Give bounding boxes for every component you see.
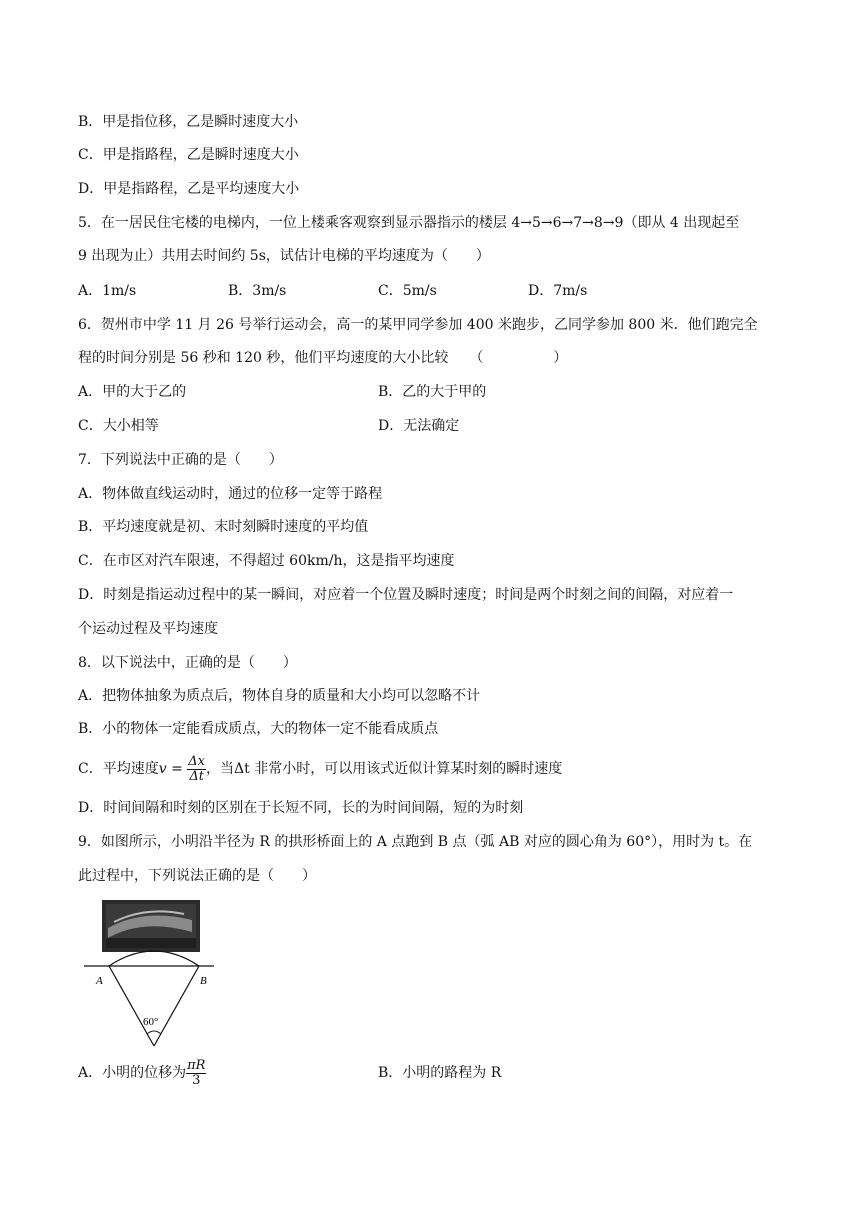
q7-option-b: B．平均速度就是初、末时刻瞬时速度的平均值 bbox=[78, 519, 369, 535]
delta-x-over-delta-t bbox=[187, 755, 206, 784]
q9-option-a-prefix: A．小明的位移为 bbox=[78, 1065, 187, 1081]
q6-stem-line2: 程的时间分别是 56 秒和 120 秒，他们平均速度的大小比较 （ ） bbox=[78, 350, 568, 366]
q5-stem-line1: 5．在一居民住宅楼的电梯内，一位上楼乘客观察到显示器指示的楼层 4→5→6→7→8→9（即从 4 出现起至 bbox=[78, 215, 740, 231]
q8-option-c-suffix: ，当Δt 非常小时，可以用该式近似计算某时刻的瞬时速度 bbox=[206, 761, 563, 777]
point-b-label: B bbox=[200, 975, 207, 987]
arch-bridge-diagram bbox=[84, 898, 214, 1063]
fraction-numerator: Δx bbox=[188, 753, 206, 769]
q4-option-d: D．甲是指路程，乙是平均速度大小 bbox=[78, 181, 300, 197]
q5-option-d: D．7m/s bbox=[528, 283, 588, 299]
q9-stem-line2: 此过程中，下列说法正确的是（ ） bbox=[78, 868, 316, 884]
q5-option-a: A．1m/s bbox=[78, 283, 137, 299]
q7-option-d-line2: 个运动过程及平均速度 bbox=[78, 621, 218, 637]
q6-option-a: A．甲的大于乙的 bbox=[78, 384, 187, 400]
q8-option-a: A．把物体抽象为质点后，物体自身的质量和大小均可以忽略不计 bbox=[78, 688, 481, 704]
q9-stem-line1: 9．如图所示，小明沿半径为 R 的拱形桥面上的 A 点跑到 B 点（弧 AB 对应的圆心角为 60°），用时为 t。在 bbox=[78, 834, 753, 850]
q4-option-b: B．甲是指位移，乙是瞬时速度大小 bbox=[78, 114, 299, 130]
q6-option-d: D．无法确定 bbox=[378, 418, 460, 434]
q6-option-c: C．大小相等 bbox=[78, 418, 159, 434]
q5-option-b: B．3m/s bbox=[228, 283, 287, 299]
q6-stem-line1: 6．贺州市中学 11 月 26 号举行运动会，高一的某甲同学参加 400 米跑步，乙同学参加 800 米．他们跑完全 bbox=[78, 317, 758, 333]
q5-stem-line2: 9 出现为止）共用去时间约 5s，试估计电梯的平均速度为（ ） bbox=[78, 248, 490, 264]
q7-option-a: A．物体做直线运动时，通过的位移一定等于路程 bbox=[78, 486, 383, 502]
q7-option-d-line1: D．时刻是指运动过程中的某一瞬间，对应着一个位置及瞬时速度；时间是两个时刻之间的间隔，对应着一 bbox=[78, 587, 734, 603]
q9-option-a bbox=[78, 1056, 206, 1090]
q8-option-c-prefix: C．平均速度 bbox=[78, 761, 159, 777]
q9-option-b: B．小明的路程为 R bbox=[378, 1065, 502, 1081]
q7-option-c: C．在市区对汽车限速，不得超过 60km/h，这是指平均速度 bbox=[78, 553, 455, 569]
arc-ab bbox=[109, 951, 199, 966]
bridge-photo bbox=[102, 900, 200, 952]
fraction-denominator: 3 bbox=[192, 1072, 201, 1088]
velocity-symbol: v bbox=[158, 761, 167, 777]
fraction-denominator: Δt bbox=[189, 768, 204, 784]
arch-bridge-figure bbox=[84, 898, 214, 1063]
fraction-numerator: πR bbox=[187, 1057, 206, 1073]
q8-option-d: D．时间间隔和时刻的区别在于长短不同，长的为时间间隔，短的为时刻 bbox=[78, 800, 524, 816]
pi-r-over-3 bbox=[186, 1059, 206, 1088]
q6-option-b: B．乙的大于甲的 bbox=[378, 384, 487, 400]
angle-arc bbox=[147, 1031, 161, 1034]
point-a-label: A bbox=[96, 975, 103, 987]
q8-stem: 8．以下说法中，正确的是（ ） bbox=[78, 655, 297, 671]
equals-sign: = bbox=[166, 761, 188, 777]
q7-stem: 7．下列说法中正确的是（ ） bbox=[78, 452, 283, 468]
q4-option-c: C．甲是指路程，乙是瞬时速度大小 bbox=[78, 147, 299, 163]
angle-label: 60° bbox=[143, 1016, 159, 1028]
q5-option-c: C．5m/s bbox=[378, 283, 437, 299]
q8-option-b: B．小的物体一定能看成质点，大的物体一定不能看成质点 bbox=[78, 721, 439, 737]
q8-option-c bbox=[78, 752, 562, 786]
